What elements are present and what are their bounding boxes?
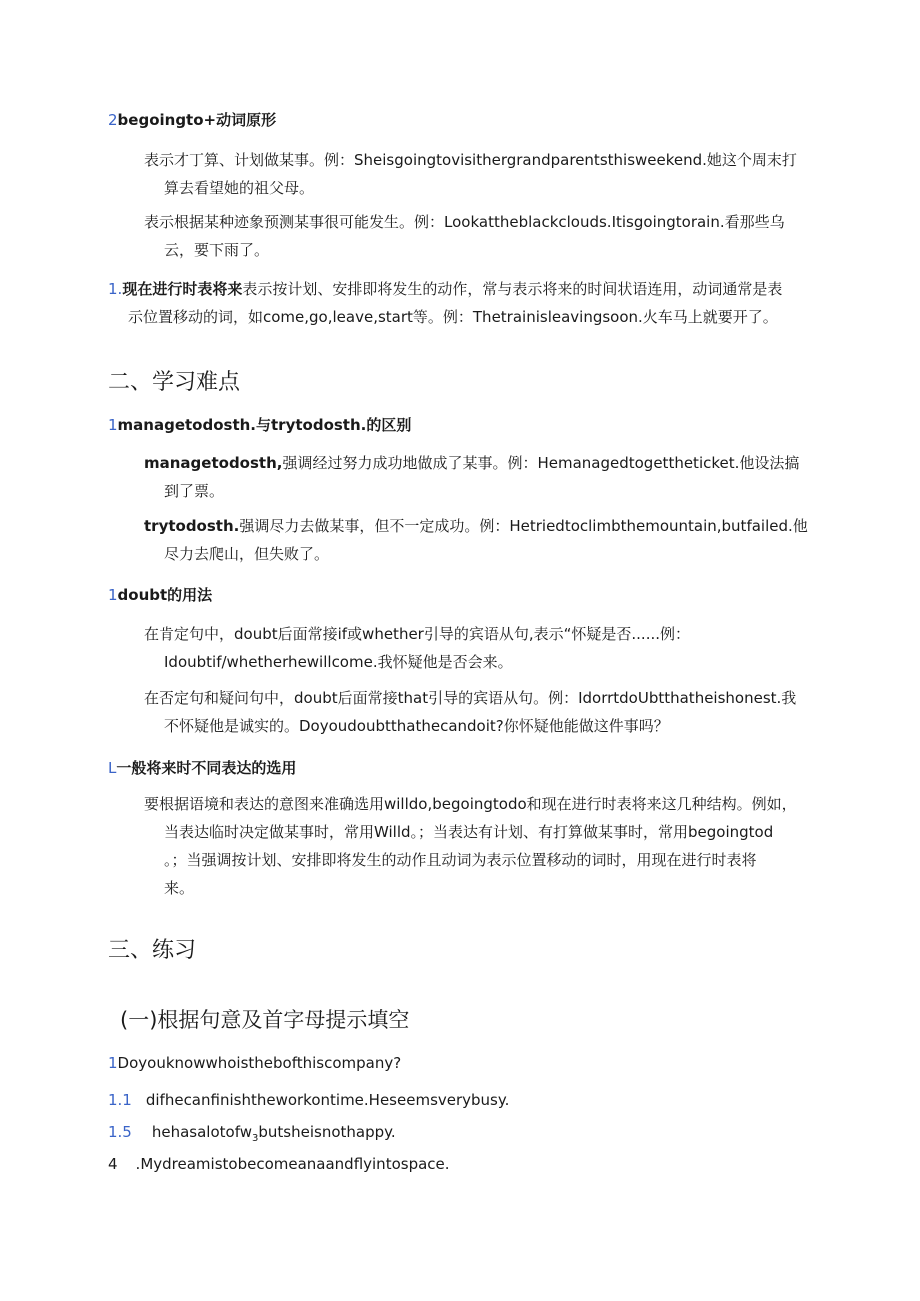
paragraph-line: 到了票。: [164, 482, 225, 500]
section-number: 1.: [108, 280, 123, 298]
item-text: hehasalotofw: [151, 1123, 252, 1141]
paragraph-predict: [108, 208, 860, 264]
heading-exercises: 三、练习: [108, 938, 197, 963]
paragraph-line: 强调经过努力成功地做成了某事。例：Hemanagedtogettheticket.他设法搞: [282, 454, 800, 472]
item-number: 1.5: [108, 1123, 132, 1141]
section-future-expressions: [108, 754, 808, 782]
paragraph-line: 强调尽力去做某事，但不一定成功。例：Hetriedtoclimbthemountain,butfailed.他: [239, 517, 808, 535]
paragraph-line: 表示按计划、安排即将发生的动作，常与表示将来的时间状语连用，动词通常是表: [242, 280, 783, 298]
section-title: managetodosth.与trytodosth.的区别: [117, 416, 412, 434]
item-number: 1.1: [108, 1091, 132, 1109]
paragraph-manage: [108, 449, 834, 505]
heading-learning-difficulties: 二、学习难点: [108, 370, 241, 395]
paragraph-line: 表示才丁算、计划做某事。例：Sheisgoingtovisithergrandparentsthisweekend.她这个周末打: [144, 151, 797, 169]
paragraph-line: 在否定句和疑问句中，doubt后面常接that引导的宾语从句。例：IdorrtdoUbtthatheishonest.我: [144, 689, 797, 707]
section-present-progressive: [108, 275, 808, 331]
section-number: 1: [108, 416, 118, 434]
exercise-item: [108, 1152, 808, 1176]
item-number: 1: [108, 1054, 118, 1072]
paragraph-plan: [108, 146, 860, 202]
section-title: doubt的用法: [117, 586, 213, 604]
item-text: butsheisnothappy.: [258, 1123, 396, 1141]
paragraph-line: 尽力去爬山，但失败了。: [164, 545, 330, 563]
paragraph-line: 不怀疑他是诚实的。Doyoudoubtthathecandoit?你怀疑他能做这件事吗？: [164, 717, 669, 735]
section-title: 现在进行时表将来: [122, 280, 243, 298]
section-title: 一般将来时不同表达的选用: [116, 759, 297, 777]
exercise-item: [108, 1088, 808, 1112]
term: trytodosth.: [144, 517, 240, 535]
paragraph-line: 要根据语境和表达的意图来准确选用willdo,begoingtodo和现在进行时表将来这几种结构。例如，: [144, 795, 797, 813]
section-number: 1: [108, 586, 118, 604]
section-doubt: [108, 581, 808, 609]
exercise-item: [108, 1120, 808, 1151]
exercise-item: [108, 1051, 808, 1075]
paragraph-doubt-negative: [108, 684, 844, 740]
term: managetodosth,: [144, 454, 283, 472]
paragraph-line: 示位置移动的词，如come,go,leave,start等。例：Thetrainisleavingsoon.火车马上就要开了。: [128, 308, 778, 326]
section-be-going-to: [108, 106, 808, 134]
item-subscript: 3: [252, 1133, 259, 1144]
paragraph-try: [108, 512, 834, 568]
paragraph-line: 算去看望她的祖父母。: [164, 179, 315, 197]
section-manage-try: [108, 411, 808, 439]
section-number: 2: [108, 111, 118, 129]
paragraph-line: 。；当强调按计划、安排即将发生的动作且动词为表示位置移动的词时，用现在进行时表将: [164, 851, 757, 869]
item-text: .Mydreamistobecomeanaandflyintospace.: [135, 1155, 450, 1173]
paragraph-line: 表示根据某种迹象预测某事很可能发生。例：Lookattheblackclouds.Itisgoingtorain.看那些乌: [144, 213, 785, 231]
paragraph-line: 云，要下雨了。: [164, 241, 270, 259]
item-text: Doyouknowwhoisthebofthiscompany?: [117, 1054, 402, 1072]
section-title: begoingto+动词原形: [117, 111, 277, 129]
heading-fill-in-blanks: (一)根据句意及首字母提示填空: [120, 1008, 410, 1032]
paragraph-line: 当表达临时决定做某事时，常用Willd。；当表达有计划、有打算做某事时，常用begoingtod: [164, 823, 774, 841]
paragraph-line: Idoubtif/whetherhewillcome.我怀疑他是否会来。: [164, 653, 513, 671]
item-number: 4: [108, 1155, 118, 1173]
section-number: L: [108, 759, 117, 777]
paragraph-line: 在肯定句中，doubt后面常接if或whether引导的宾语从句,表示“怀疑是否......例：: [144, 625, 690, 643]
paragraph-line: 来。: [164, 879, 195, 897]
paragraph-future-choice: [108, 790, 844, 902]
item-text: difhecanfinishtheworkontime.Heseemsverybusy.: [145, 1091, 510, 1109]
paragraph-doubt-affirmative: [108, 620, 834, 676]
